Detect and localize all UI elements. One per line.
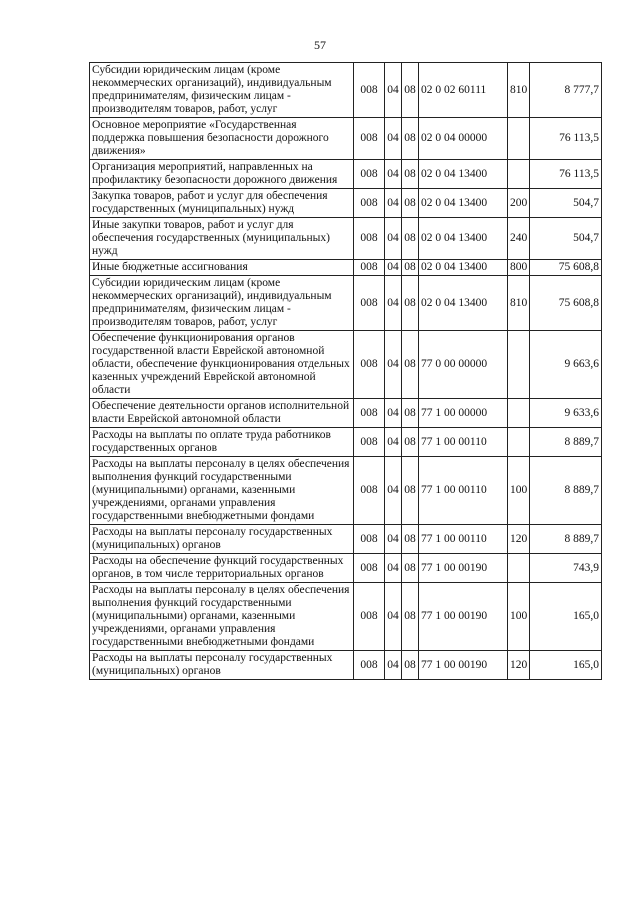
expense-name-cell: Расходы на выплаты персоналу в целях обеспечения выполнения функций государственными (муниципальными) органами, казенными учреждениями, органами управления государственными внебюджетными фондами — [90, 583, 354, 651]
grbs-code-cell: 008 — [354, 189, 385, 218]
expense-type-code-cell — [508, 428, 530, 457]
section-code-cell: 04 — [385, 218, 402, 260]
grbs-code-cell: 008 — [354, 218, 385, 260]
target-article-code-cell: 77 1 00 00190 — [419, 554, 508, 583]
expense-name-cell: Расходы на выплаты персоналу государственных (муниципальных) органов — [90, 525, 354, 554]
grbs-code-cell: 008 — [354, 260, 385, 276]
target-article-code-cell: 77 1 00 00000 — [419, 399, 508, 428]
grbs-code-cell: 008 — [354, 457, 385, 525]
amount-cell: 165,0 — [530, 583, 602, 651]
expense-name-cell: Расходы на обеспечение функций государственных органов, в том числе территориальных органов — [90, 554, 354, 583]
grbs-code-cell: 008 — [354, 525, 385, 554]
page-number: 57 — [314, 38, 326, 52]
amount-cell: 165,0 — [530, 651, 602, 680]
amount-cell: 504,7 — [530, 218, 602, 260]
section-code-cell: 04 — [385, 118, 402, 160]
target-article-code-cell: 77 1 00 00190 — [419, 651, 508, 680]
subsection-code-cell: 08 — [402, 160, 419, 189]
subsection-code-cell: 08 — [402, 554, 419, 583]
expense-name-cell: Расходы на выплаты персоналу в целях обеспечения выполнения функций государственными (муниципальными) органами, казенными учреждениями, органами управления государственными внебюджетными фондами — [90, 457, 354, 525]
amount-cell: 9 663,6 — [530, 331, 602, 399]
expense-name-cell: Закупка товаров, работ и услуг для обеспечения государственных (муниципальных) нужд — [90, 189, 354, 218]
table-row — [90, 428, 602, 457]
table-row — [90, 189, 602, 218]
grbs-code-cell: 008 — [354, 583, 385, 651]
grbs-code-cell: 008 — [354, 276, 385, 331]
expense-name-cell: Обеспечение функционирования органов государственной власти Еврейской автономной области, обеспечение функционирования отдельных казенных учреждений Еврейской автономной области — [90, 331, 354, 399]
table-row — [90, 160, 602, 189]
amount-cell: 8 777,7 — [530, 63, 602, 118]
section-code-cell: 04 — [385, 331, 402, 399]
section-code-cell: 04 — [385, 63, 402, 118]
expense-name-cell: Субсидии юридическим лицам (кроме некоммерческих организаций), индивидуальным предпринимателям, физическим лицам - производителям товаров, работ, услуг — [90, 63, 354, 118]
target-article-code-cell: 02 0 04 13400 — [419, 276, 508, 331]
target-article-code-cell: 77 1 00 00110 — [419, 457, 508, 525]
table-row — [90, 554, 602, 583]
amount-cell: 8 889,7 — [530, 525, 602, 554]
grbs-code-cell: 008 — [354, 118, 385, 160]
expense-name-cell: Организация мероприятий, направленных на профилактику безопасности дорожного движения — [90, 160, 354, 189]
grbs-code-cell: 008 — [354, 63, 385, 118]
target-article-code-cell: 77 1 00 00110 — [419, 525, 508, 554]
section-code-cell: 04 — [385, 428, 402, 457]
target-article-code-cell: 02 0 04 13400 — [419, 189, 508, 218]
section-code-cell: 04 — [385, 276, 402, 331]
amount-cell: 75 608,8 — [530, 260, 602, 276]
subsection-code-cell: 08 — [402, 457, 419, 525]
amount-cell: 76 113,5 — [530, 160, 602, 189]
subsection-code-cell: 08 — [402, 260, 419, 276]
expense-name-cell: Расходы на выплаты по оплате труда работников государственных органов — [90, 428, 354, 457]
budget-table — [89, 62, 602, 680]
target-article-code-cell: 02 0 02 60111 — [419, 63, 508, 118]
table-row — [90, 457, 602, 525]
expense-type-code-cell: 810 — [508, 63, 530, 118]
subsection-code-cell: 08 — [402, 331, 419, 399]
amount-cell: 743,9 — [530, 554, 602, 583]
expense-name-cell: Субсидии юридическим лицам (кроме некоммерческих организаций), индивидуальным предпринимателям, физическим лицам - производителям товаров, работ, услуг — [90, 276, 354, 331]
subsection-code-cell: 08 — [402, 118, 419, 160]
subsection-code-cell: 08 — [402, 525, 419, 554]
section-code-cell: 04 — [385, 260, 402, 276]
subsection-code-cell: 08 — [402, 189, 419, 218]
subsection-code-cell: 08 — [402, 583, 419, 651]
target-article-code-cell: 77 1 00 00110 — [419, 428, 508, 457]
section-code-cell: 04 — [385, 651, 402, 680]
expense-type-code-cell — [508, 118, 530, 160]
table-row — [90, 525, 602, 554]
budget-table-body — [90, 63, 602, 680]
target-article-code-cell: 77 0 00 00000 — [419, 331, 508, 399]
table-row — [90, 331, 602, 399]
target-article-code-cell: 02 0 04 00000 — [419, 118, 508, 160]
expense-type-code-cell: 100 — [508, 583, 530, 651]
table-row — [90, 583, 602, 651]
grbs-code-cell: 008 — [354, 428, 385, 457]
grbs-code-cell: 008 — [354, 399, 385, 428]
subsection-code-cell: 08 — [402, 63, 419, 118]
subsection-code-cell: 08 — [402, 276, 419, 331]
table-row — [90, 118, 602, 160]
target-article-code-cell: 02 0 04 13400 — [419, 218, 508, 260]
target-article-code-cell: 77 1 00 00190 — [419, 583, 508, 651]
section-code-cell: 04 — [385, 399, 402, 428]
subsection-code-cell: 08 — [402, 651, 419, 680]
section-code-cell: 04 — [385, 583, 402, 651]
table-row — [90, 63, 602, 118]
expense-type-code-cell: 200 — [508, 189, 530, 218]
amount-cell: 76 113,5 — [530, 118, 602, 160]
expense-type-code-cell: 810 — [508, 276, 530, 331]
section-code-cell: 04 — [385, 554, 402, 583]
grbs-code-cell: 008 — [354, 554, 385, 583]
subsection-code-cell: 08 — [402, 428, 419, 457]
section-code-cell: 04 — [385, 189, 402, 218]
section-code-cell: 04 — [385, 457, 402, 525]
amount-cell: 8 889,7 — [530, 457, 602, 525]
expense-type-code-cell: 120 — [508, 651, 530, 680]
table-row — [90, 651, 602, 680]
table-row — [90, 260, 602, 276]
target-article-code-cell: 02 0 04 13400 — [419, 260, 508, 276]
subsection-code-cell: 08 — [402, 218, 419, 260]
grbs-code-cell: 008 — [354, 331, 385, 399]
table-row — [90, 276, 602, 331]
amount-cell: 9 633,6 — [530, 399, 602, 428]
expense-name-cell: Основное мероприятие «Государственная поддержка повышения безопасности дорожного движения» — [90, 118, 354, 160]
expense-type-code-cell: 800 — [508, 260, 530, 276]
amount-cell: 8 889,7 — [530, 428, 602, 457]
expense-name-cell: Обеспечение деятельности органов исполнительной власти Еврейской автономной области — [90, 399, 354, 428]
expense-name-cell: Иные бюджетные ассигнования — [90, 260, 354, 276]
grbs-code-cell: 008 — [354, 651, 385, 680]
expense-type-code-cell — [508, 331, 530, 399]
section-code-cell: 04 — [385, 525, 402, 554]
expense-type-code-cell — [508, 554, 530, 583]
expense-name-cell: Иные закупки товаров, работ и услуг для обеспечения государственных (муниципальных) нужд — [90, 218, 354, 260]
table-row — [90, 218, 602, 260]
grbs-code-cell: 008 — [354, 160, 385, 189]
target-article-code-cell: 02 0 04 13400 — [419, 160, 508, 189]
expense-name-cell: Расходы на выплаты персоналу государственных (муниципальных) органов — [90, 651, 354, 680]
section-code-cell: 04 — [385, 160, 402, 189]
expense-type-code-cell — [508, 160, 530, 189]
expense-type-code-cell: 240 — [508, 218, 530, 260]
table-row — [90, 399, 602, 428]
subsection-code-cell: 08 — [402, 399, 419, 428]
expense-type-code-cell: 100 — [508, 457, 530, 525]
amount-cell: 504,7 — [530, 189, 602, 218]
expense-type-code-cell — [508, 399, 530, 428]
expense-type-code-cell: 120 — [508, 525, 530, 554]
amount-cell: 75 608,8 — [530, 276, 602, 331]
